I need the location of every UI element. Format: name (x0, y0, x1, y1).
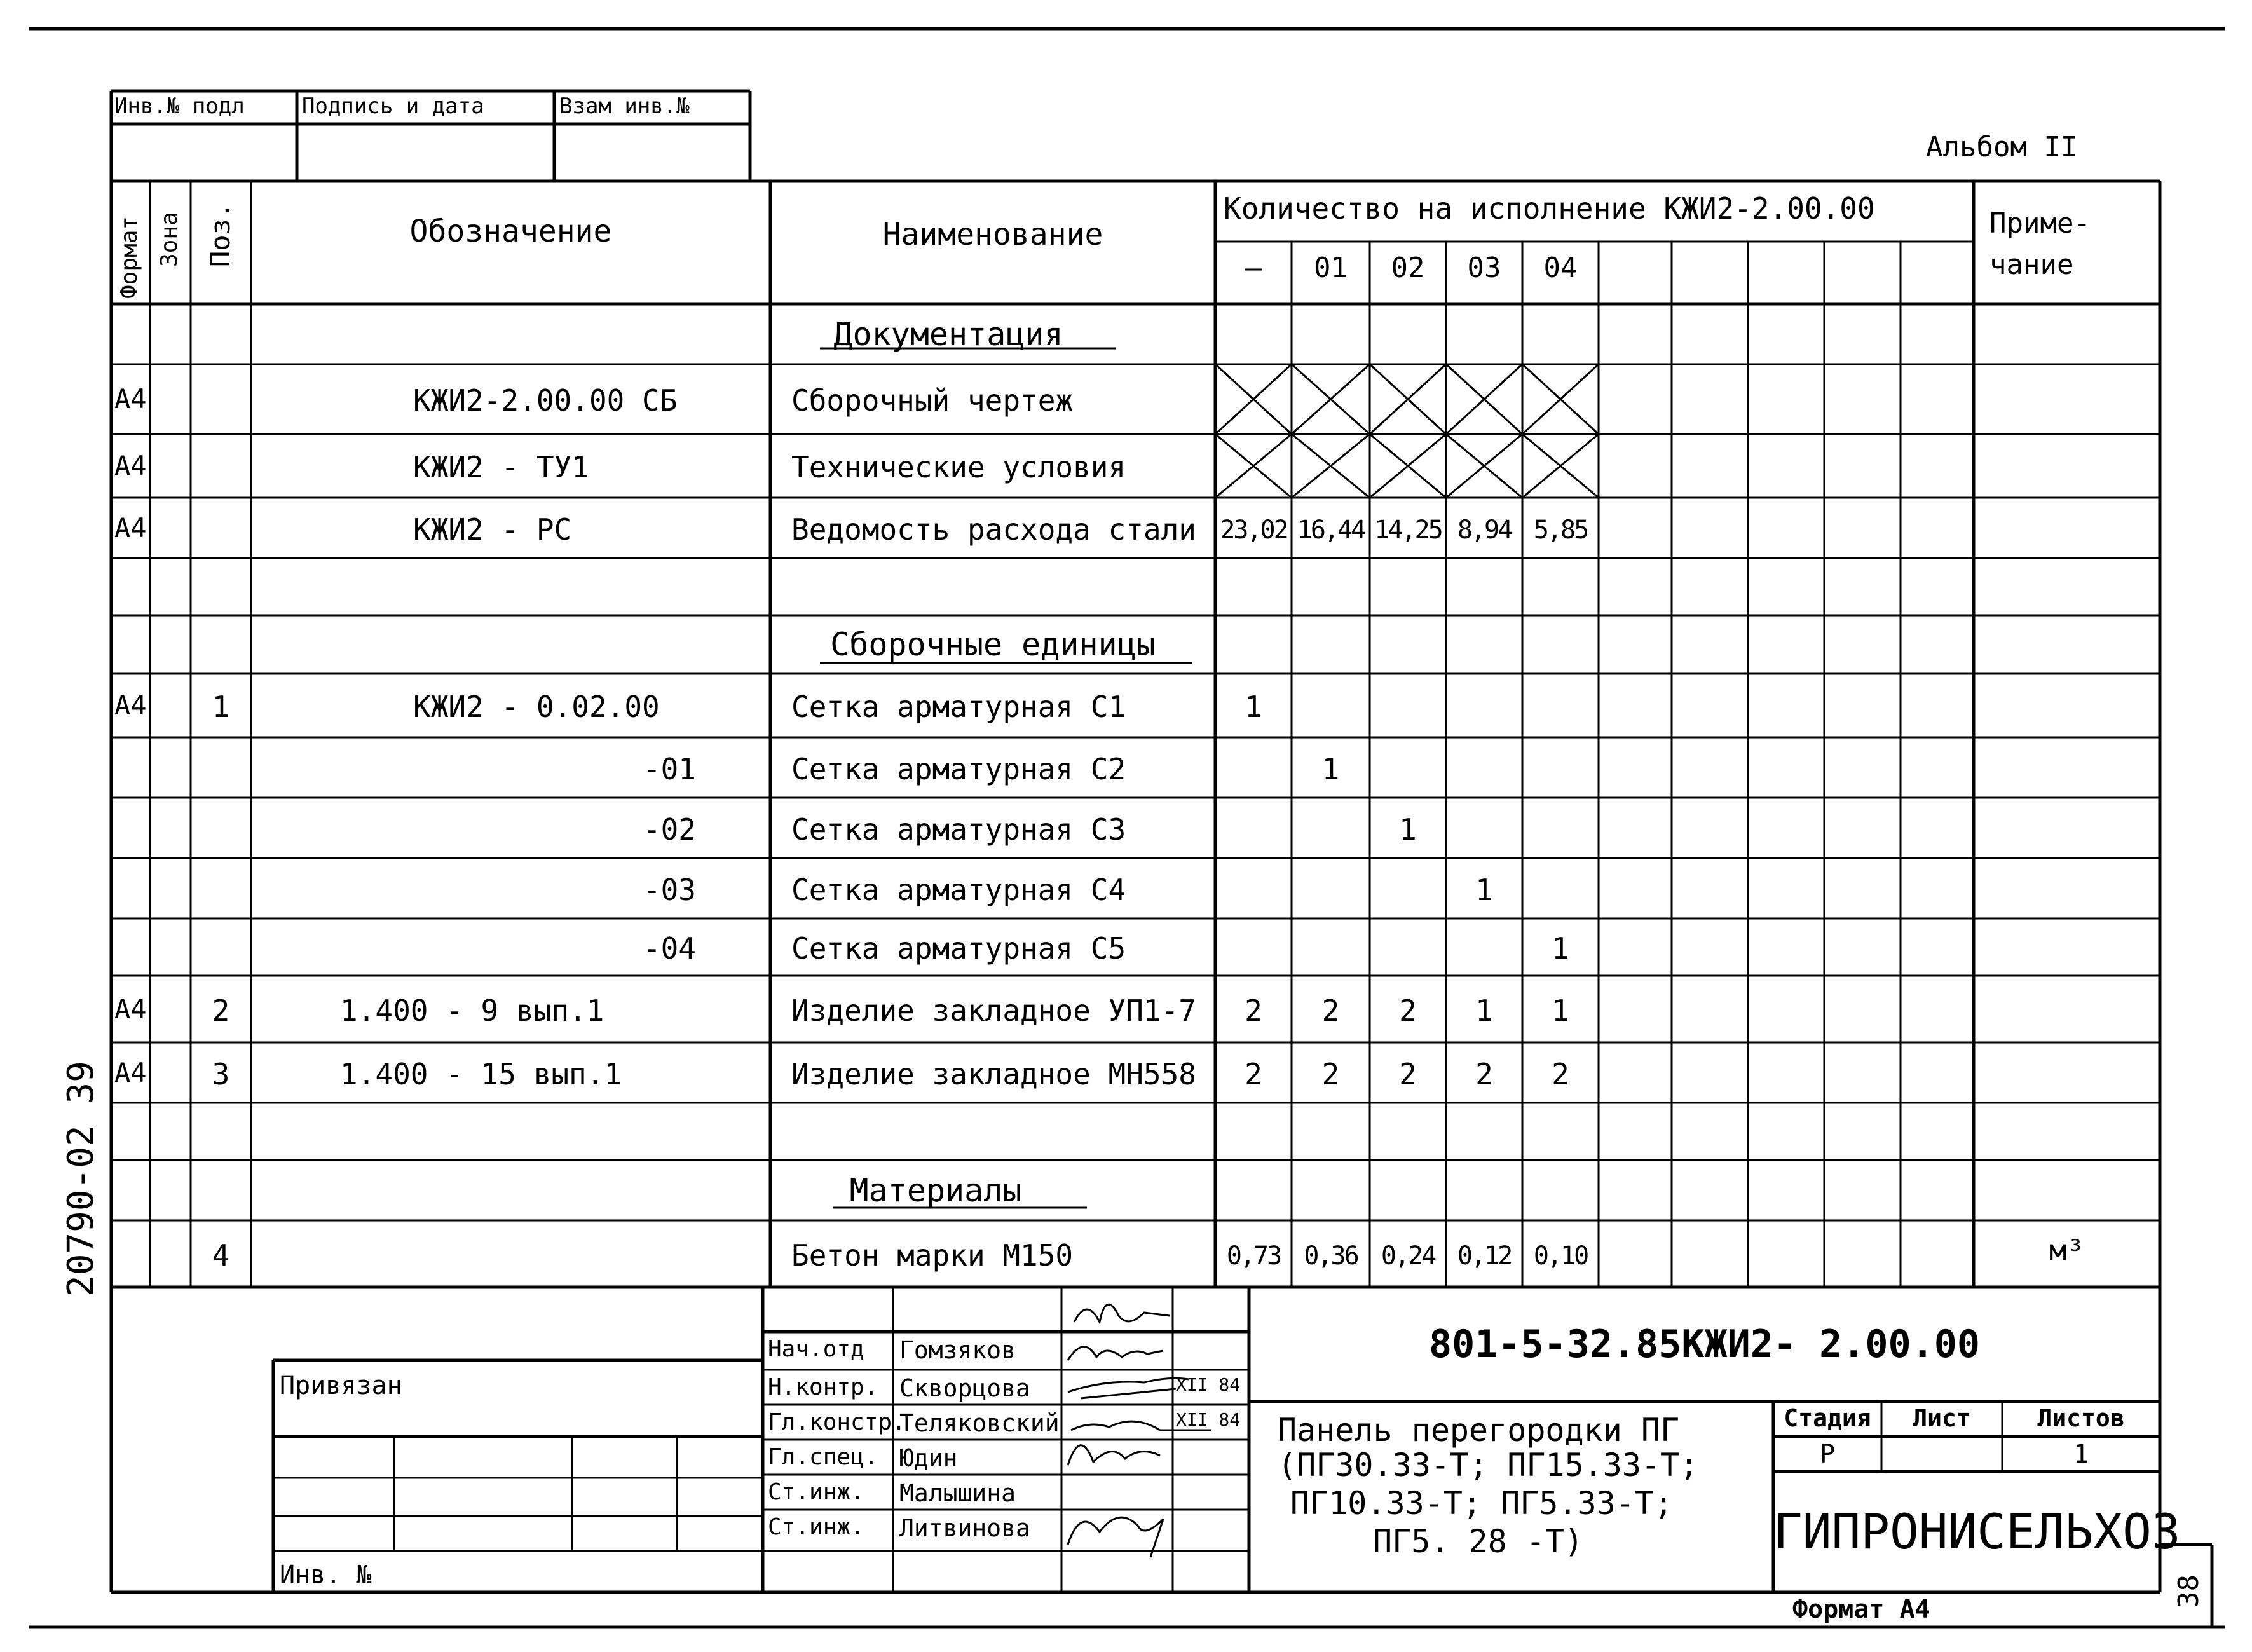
section-heading: Материалы (849, 1171, 1022, 1209)
staff-role: Н.контр. (768, 1374, 878, 1400)
product-title-line: ПГ5. 28 -Т) (1373, 1523, 1584, 1560)
section-heading: Документация (833, 315, 1063, 353)
row-quantity: 1 (1321, 751, 1340, 786)
album-label: Альбом II (1926, 131, 2078, 163)
row-naimenovanie: Технические условия (791, 450, 1126, 484)
staff-name: Скворцова (899, 1374, 1030, 1402)
row-naimenovanie: Изделие закладное УП1-7 (791, 993, 1196, 1028)
row-quantity: 0,12 (1457, 1241, 1512, 1271)
staff-role: Гл.констр. (768, 1409, 906, 1435)
row-format: А4 (114, 993, 147, 1025)
row-oboznachenie: 1.400 - 9 вып.1 (340, 993, 604, 1028)
product-title-line: ПГ10.33-Т; ПГ5.33-Т; (1290, 1485, 1674, 1522)
header-naimenovanie: Наименование (882, 217, 1103, 252)
stadiya-label: Стадия (1784, 1404, 1871, 1432)
staff-name: Малышина (899, 1479, 1016, 1507)
header-oboznachenie: Обозначение (409, 214, 612, 249)
row-naimenovanie: Бетон марки М150 (791, 1238, 1074, 1273)
signature-gomzyakov (1074, 1304, 1170, 1322)
row-format: А4 (114, 383, 147, 414)
row-quantity: 2 (1245, 1056, 1262, 1091)
row-quantity: 1 (1475, 872, 1493, 907)
row-quantity: 2 (1552, 1056, 1569, 1091)
row-poz: 1 (212, 690, 230, 724)
staff-role: Гл.спец. (768, 1444, 878, 1470)
row-naimenovanie: Сетка арматурная С2 (791, 751, 1126, 786)
staff-role: Нач.отд (768, 1336, 864, 1362)
header-primechanie-1: Приме- (1989, 207, 2091, 240)
list-label: Лист (1913, 1404, 1971, 1432)
row-format: А4 (114, 1056, 147, 1088)
row-format: А4 (114, 690, 147, 721)
row-naimenovanie: Сетка арматурная С5 (791, 931, 1126, 966)
row-format: А4 (114, 512, 147, 543)
row-quantity: 2 (1399, 993, 1417, 1028)
row-oboznachenie: -04 (643, 931, 696, 966)
row-naimenovanie: Сетка арматурная С3 (791, 812, 1126, 847)
row-naimenovanie: Сетка арматурная С1 (791, 690, 1126, 724)
row-oboznachenie: КЖИ2 - ТУ1 (413, 450, 589, 484)
row-oboznachenie: КЖИ2 - 0.02.00 (413, 690, 660, 724)
row-quantity: 16,44 (1297, 515, 1365, 545)
row-quantity: 14,25 (1374, 515, 1442, 545)
row-quantity: 23,02 (1220, 515, 1287, 545)
row-quantity: 5,85 (1533, 515, 1588, 545)
row-poz: 4 (212, 1238, 230, 1273)
row-quantity: 1 (1552, 931, 1569, 966)
row-quantity: 2 (1399, 1056, 1417, 1091)
signature-telyakovsky (1068, 1378, 1189, 1398)
side-archive-number: 20790-02 39 (60, 1061, 102, 1297)
header-zona: Зона (156, 212, 182, 267)
variant-header: — (1245, 252, 1262, 284)
page-tab-number: 38 (2173, 1574, 2205, 1608)
row-oboznachenie: -03 (643, 872, 696, 907)
row-poz: 3 (212, 1056, 230, 1091)
staff-role: Ст.инж. (768, 1479, 864, 1505)
variant-header: 04 (1543, 252, 1578, 284)
row-quantity: 1 (1399, 812, 1417, 847)
row-quantity: 0,24 (1381, 1241, 1435, 1271)
staff-name: Юдин (899, 1444, 958, 1472)
row-naimenovanie: Сетка арматурная С4 (791, 872, 1126, 907)
row-naimenovanie: Ведомость расхода стали (791, 512, 1196, 547)
organization-name: ГИПРОНИСЕЛЬХОЗ (1773, 1503, 2181, 1560)
format-note: Формат А4 (1792, 1595, 1930, 1624)
row-quantity: 8,94 (1457, 515, 1512, 545)
document-code: 801-5-32.85КЖИ2- 2.00.00 (1429, 1322, 1980, 1367)
staff-name: Литвинова (899, 1514, 1030, 1542)
row-quantity: 2 (1475, 1056, 1493, 1091)
stadiya-value: Р (1819, 1440, 1836, 1469)
staff-name: Гомзяков (899, 1336, 1016, 1364)
header-primechanie-2: чание (1989, 249, 2074, 281)
row-quantity: 2 (1321, 993, 1340, 1028)
stamp-inv-podl: Инв.№ подл (114, 93, 245, 119)
row-oboznachenie: КЖИ2 - РС (413, 512, 572, 547)
variant-header: 02 (1391, 252, 1425, 284)
row-quantity: 0,10 (1533, 1241, 1588, 1271)
row-quantity: 0,73 (1226, 1241, 1281, 1271)
product-title-line: (ПГ30.33-Т; ПГ15.33-Т; (1278, 1447, 1699, 1484)
row-quantity: 2 (1245, 993, 1262, 1028)
staff-role: Ст.инж. (768, 1514, 864, 1540)
row-naimenovanie: Сборочный чертеж (791, 383, 1074, 418)
row-quantity: 2 (1321, 1056, 1340, 1091)
section-heading: Сборочные единицы (830, 626, 1156, 663)
row-format: А4 (114, 450, 147, 481)
variant-header: 03 (1467, 252, 1501, 284)
row-quantity: 1 (1245, 690, 1262, 724)
listov-value: 1 (2073, 1440, 2089, 1469)
staff-date: XII 84 (1176, 1374, 1241, 1395)
listov-label: Листов (2037, 1404, 2125, 1432)
header-format: Формат (116, 215, 142, 299)
row-quantity: 0,36 (1304, 1241, 1358, 1271)
variant-header: 01 (1314, 252, 1348, 284)
row-oboznachenie: КЖИ2-2.00.00 СБ (413, 383, 678, 418)
row-naimenovanie: Изделие закладное МН558 (791, 1056, 1196, 1091)
inv-no-label: Инв. № (280, 1560, 372, 1590)
row-oboznachenie: -02 (643, 812, 696, 847)
product-title-line: Панель перегородки ПГ (1278, 1412, 1680, 1449)
row-quantity: 1 (1552, 993, 1569, 1028)
row-note: м³ (2049, 1232, 2085, 1267)
staff-name: Теляковский (899, 1409, 1060, 1437)
row-oboznachenie: -01 (643, 751, 696, 786)
stamp-vzam-inv: Взам инв.№ (559, 93, 690, 119)
privyazan-label: Привязан (280, 1371, 402, 1400)
header-kolichestvo: Количество на исполнение КЖИ2-2.00.00 (1224, 191, 1875, 226)
signature-skvortsova (1068, 1347, 1163, 1360)
staff-date: XII 84 (1176, 1409, 1241, 1430)
row-oboznachenie: 1.400 - 15 вып.1 (340, 1056, 622, 1091)
stamp-podpis-data: Подпись и дата (302, 93, 484, 119)
header-poz: Поз. (205, 202, 236, 267)
signature-malyshina (1068, 1445, 1160, 1465)
row-poz: 2 (212, 993, 230, 1028)
row-quantity: 1 (1475, 993, 1493, 1028)
